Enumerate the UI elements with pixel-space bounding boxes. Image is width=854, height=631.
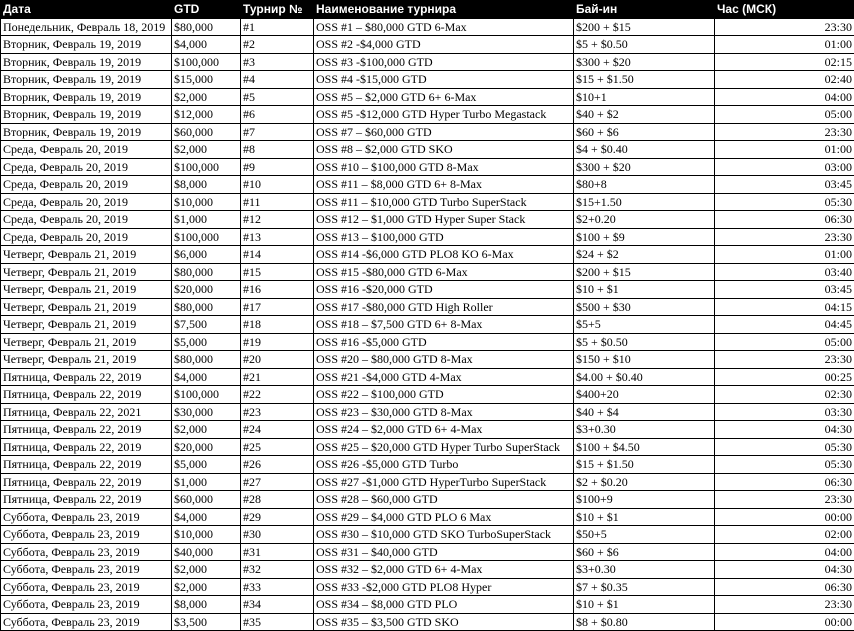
cell-date: Среда, Февраль 20, 2019 [1,176,172,194]
cell-time: 02:00 [715,526,854,544]
header-date: Дата [1,1,172,19]
cell-time: 02:30 [715,386,854,404]
cell-tournament-name: OSS #16 -$20,000 GTD [314,281,574,299]
cell-buyin: $300 + $20 [574,53,715,71]
header-row [1,1,854,19]
cell-gtd: $4,000 [172,36,241,54]
cell-time: 04:15 [715,298,854,316]
cell-date: Понедельник, Февраль 18, 2019 [1,18,172,36]
cell-tournament-name: OSS #10 – $100,000 GTD 8-Max [314,158,574,176]
cell-buyin: $5 + $0.50 [574,36,715,54]
table-row [1,613,854,631]
cell-date: Суббота, Февраль 23, 2019 [1,613,172,631]
cell-tournament-name: OSS #15 -$80,000 GTD 6-Max [314,263,574,281]
cell-gtd: $100,000 [172,158,241,176]
cell-date: Пятница, Февраль 22, 2019 [1,368,172,386]
cell-tournament-name: OSS #2 -$4,000 GTD [314,36,574,54]
cell-buyin: $200 + $15 [574,18,715,36]
cell-gtd: $20,000 [172,438,241,456]
cell-buyin: $3+0.30 [574,421,715,439]
cell-tournament-number: #33 [241,578,314,596]
cell-gtd: $2,000 [172,141,241,159]
table-row [1,53,854,71]
cell-tournament-number: #31 [241,543,314,561]
cell-date: Пятница, Февраль 22, 2019 [1,473,172,491]
cell-gtd: $7,500 [172,316,241,334]
cell-buyin: $60 + $6 [574,123,715,141]
cell-tournament-number: #2 [241,36,314,54]
cell-tournament-name: OSS #18 – $7,500 GTD 6+ 8-Max [314,316,574,334]
cell-tournament-name: OSS #12 – $1,000 GTD Hyper Super Stack [314,211,574,229]
cell-time: 04:30 [715,561,854,579]
cell-tournament-name: OSS #32 – $2,000 GTD 6+ 4-Max [314,561,574,579]
cell-gtd: $80,000 [172,298,241,316]
cell-date: Суббота, Февраль 23, 2019 [1,508,172,526]
cell-time: 04:45 [715,316,854,334]
cell-tournament-number: #12 [241,211,314,229]
cell-gtd: $80,000 [172,351,241,369]
cell-buyin: $150 + $10 [574,351,715,369]
table-row [1,263,854,281]
cell-tournament-name: OSS #14 -$6,000 GTD PLO8 KO 6-Max [314,246,574,264]
cell-time: 05:30 [715,438,854,456]
cell-tournament-number: #8 [241,141,314,159]
header-tournament-name: Наименование турнира [314,1,574,19]
cell-tournament-number: #24 [241,421,314,439]
cell-gtd: $80,000 [172,263,241,281]
cell-tournament-name: OSS #29 – $4,000 GTD PLO 6 Max [314,508,574,526]
cell-buyin: $400+20 [574,386,715,404]
cell-tournament-name: OSS #25 – $20,000 GTD Hyper Turbo SuperStack [314,438,574,456]
cell-date: Четверг, Февраль 21, 2019 [1,246,172,264]
cell-tournament-number: #10 [241,176,314,194]
cell-tournament-number: #26 [241,456,314,474]
cell-time: 03:30 [715,403,854,421]
cell-buyin: $15 + $1.50 [574,456,715,474]
cell-time: 23:30 [715,596,854,614]
cell-date: Пятница, Февраль 22, 2019 [1,491,172,509]
cell-gtd: $1,000 [172,473,241,491]
cell-date: Среда, Февраль 20, 2019 [1,211,172,229]
table-row [1,351,854,369]
cell-tournament-number: #34 [241,596,314,614]
cell-gtd: $8,000 [172,596,241,614]
cell-gtd: $60,000 [172,491,241,509]
cell-buyin: $500 + $30 [574,298,715,316]
cell-buyin: $300 + $20 [574,158,715,176]
cell-date: Четверг, Февраль 21, 2019 [1,333,172,351]
cell-date: Пятница, Февраль 22, 2019 [1,386,172,404]
cell-tournament-number: #5 [241,88,314,106]
cell-tournament-number: #18 [241,316,314,334]
cell-tournament-number: #17 [241,298,314,316]
cell-buyin: $24 + $2 [574,246,715,264]
cell-time: 02:40 [715,71,854,89]
cell-date: Вторник, Февраль 19, 2019 [1,71,172,89]
cell-buyin: $5+5 [574,316,715,334]
cell-time: 04:00 [715,543,854,561]
cell-buyin: $2+0.20 [574,211,715,229]
cell-tournament-name: OSS #30 – $10,000 GTD SKO TurboSuperStack [314,526,574,544]
cell-gtd: $5,000 [172,456,241,474]
cell-gtd: $40,000 [172,543,241,561]
cell-date: Суббота, Февраль 23, 2019 [1,526,172,544]
cell-tournament-number: #13 [241,228,314,246]
cell-tournament-number: #7 [241,123,314,141]
cell-time: 04:00 [715,88,854,106]
cell-time: 00:00 [715,613,854,631]
cell-date: Вторник, Февраль 19, 2019 [1,106,172,124]
cell-tournament-number: #30 [241,526,314,544]
table-row [1,176,854,194]
cell-time: 03:45 [715,281,854,299]
cell-tournament-name: OSS #11 – $8,000 GTD 6+ 8-Max [314,176,574,194]
table-row [1,71,854,89]
cell-tournament-number: #15 [241,263,314,281]
cell-time: 03:00 [715,158,854,176]
cell-gtd: $5,000 [172,333,241,351]
cell-buyin: $10 + $1 [574,508,715,526]
cell-tournament-number: #21 [241,368,314,386]
table-row [1,36,854,54]
cell-time: 06:30 [715,211,854,229]
cell-date: Четверг, Февраль 21, 2019 [1,298,172,316]
table-row [1,246,854,264]
cell-time: 06:30 [715,578,854,596]
cell-tournament-name: OSS #13 – $100,000 GTD [314,228,574,246]
cell-date: Пятница, Февраль 22, 2019 [1,421,172,439]
cell-gtd: $30,000 [172,403,241,421]
table-row [1,228,854,246]
cell-tournament-number: #3 [241,53,314,71]
cell-gtd: $10,000 [172,193,241,211]
cell-tournament-number: #28 [241,491,314,509]
cell-tournament-name: OSS #35 – $3,500 GTD SKO [314,613,574,631]
cell-date: Четверг, Февраль 21, 2019 [1,316,172,334]
cell-buyin: $2 + $0.20 [574,473,715,491]
cell-time: 01:00 [715,141,854,159]
cell-buyin: $10 + $1 [574,281,715,299]
cell-gtd: $6,000 [172,246,241,264]
cell-tournament-name: OSS #8 – $2,000 GTD SKO [314,141,574,159]
cell-tournament-name: OSS #33 -$2,000 GTD PLO8 Hyper [314,578,574,596]
table-row [1,543,854,561]
table-row [1,106,854,124]
cell-tournament-name: OSS #23 – $30,000 GTD 8-Max [314,403,574,421]
cell-buyin: $15+1.50 [574,193,715,211]
cell-buyin: $80+8 [574,176,715,194]
cell-time: 23:30 [715,351,854,369]
cell-time: 04:30 [715,421,854,439]
cell-tournament-number: #29 [241,508,314,526]
cell-tournament-name: OSS #22 – $100,000 GTD [314,386,574,404]
table-row [1,508,854,526]
cell-buyin: $4 + $0.40 [574,141,715,159]
cell-gtd: $15,000 [172,71,241,89]
cell-buyin: $10+1 [574,88,715,106]
table-row [1,123,854,141]
cell-buyin: $8 + $0.80 [574,613,715,631]
cell-tournament-name: OSS #28 – $60,000 GTD [314,491,574,509]
table-row [1,18,854,36]
cell-date: Суббота, Февраль 23, 2019 [1,561,172,579]
table-row [1,211,854,229]
cell-date: Вторник, Февраль 19, 2019 [1,36,172,54]
cell-tournament-name: OSS #17 -$80,000 GTD High Roller [314,298,574,316]
cell-buyin: $100+9 [574,491,715,509]
cell-time: 06:30 [715,473,854,491]
cell-time: 00:00 [715,508,854,526]
cell-tournament-name: OSS #24 – $2,000 GTD 6+ 4-Max [314,421,574,439]
cell-date: Четверг, Февраль 21, 2019 [1,281,172,299]
cell-buyin: $40 + $4 [574,403,715,421]
cell-tournament-number: #27 [241,473,314,491]
cell-gtd: $4,000 [172,508,241,526]
cell-buyin: $3+0.30 [574,561,715,579]
cell-gtd: $10,000 [172,526,241,544]
cell-time: 00:25 [715,368,854,386]
cell-date: Суббота, Февраль 23, 2019 [1,543,172,561]
table-row [1,491,854,509]
cell-gtd: $2,000 [172,561,241,579]
cell-time: 03:45 [715,176,854,194]
table-row [1,88,854,106]
cell-date: Вторник, Февраль 19, 2019 [1,88,172,106]
cell-gtd: $100,000 [172,228,241,246]
header-time: Час (МСК) [715,1,854,19]
table-row [1,298,854,316]
cell-gtd: $1,000 [172,211,241,229]
cell-gtd: $20,000 [172,281,241,299]
cell-time: 01:00 [715,246,854,264]
cell-date: Суббота, Февраль 23, 2019 [1,578,172,596]
table-row [1,333,854,351]
cell-tournament-number: #16 [241,281,314,299]
cell-tournament-name: OSS #3 -$100,000 GTD [314,53,574,71]
cell-tournament-number: #23 [241,403,314,421]
cell-time: 05:00 [715,333,854,351]
cell-tournament-name: OSS #4 -$15,000 GTD [314,71,574,89]
cell-buyin: $100 + $9 [574,228,715,246]
cell-tournament-number: #19 [241,333,314,351]
cell-date: Пятница, Февраль 22, 2019 [1,456,172,474]
cell-buyin: $4.00 + $0.40 [574,368,715,386]
cell-tournament-name: OSS #21 -$4,000 GTD 4-Max [314,368,574,386]
cell-gtd: $12,000 [172,106,241,124]
cell-tournament-number: #9 [241,158,314,176]
cell-date: Четверг, Февраль 21, 2019 [1,351,172,369]
cell-date: Среда, Февраль 20, 2019 [1,228,172,246]
cell-buyin: $200 + $15 [574,263,715,281]
cell-date: Среда, Февраль 20, 2019 [1,141,172,159]
cell-date: Пятница, Февраль 22, 2019 [1,438,172,456]
table-row [1,281,854,299]
cell-tournament-number: #32 [241,561,314,579]
header-tournament-number: Турнир № [241,1,314,19]
cell-time: 23:30 [715,18,854,36]
cell-buyin: $60 + $6 [574,543,715,561]
table-row [1,158,854,176]
cell-time: 03:40 [715,263,854,281]
header-gtd: GTD [172,1,241,19]
cell-time: 23:30 [715,123,854,141]
cell-gtd: $3,500 [172,613,241,631]
cell-time: 05:00 [715,106,854,124]
cell-date: Четверг, Февраль 21, 2019 [1,263,172,281]
cell-tournament-name: OSS #5 – $2,000 GTD 6+ 6-Max [314,88,574,106]
cell-gtd: $100,000 [172,53,241,71]
cell-date: Вторник, Февраль 19, 2019 [1,123,172,141]
cell-tournament-name: OSS #34 – $8,000 GTD PLO [314,596,574,614]
cell-tournament-number: #11 [241,193,314,211]
cell-tournament-name: OSS #5 -$12,000 GTD Hyper Turbo Megastack [314,106,574,124]
table-row [1,473,854,491]
cell-gtd: $4,000 [172,368,241,386]
cell-gtd: $100,000 [172,386,241,404]
cell-time: 01:00 [715,36,854,54]
cell-date: Суббота, Февраль 23, 2019 [1,596,172,614]
cell-tournament-name: OSS #16 -$5,000 GTD [314,333,574,351]
table-row [1,596,854,614]
cell-date: Пятница, Февраль 22, 2021 [1,403,172,421]
cell-date: Среда, Февраль 20, 2019 [1,158,172,176]
table-row [1,438,854,456]
table-row [1,421,854,439]
table-row [1,386,854,404]
cell-tournament-number: #35 [241,613,314,631]
cell-tournament-number: #4 [241,71,314,89]
cell-gtd: $2,000 [172,421,241,439]
table-row [1,403,854,421]
cell-tournament-name: OSS #26 -$5,000 GTD Turbo [314,456,574,474]
table-body [1,18,854,631]
cell-tournament-number: #14 [241,246,314,264]
cell-tournament-name: OSS #31 – $40,000 GTD [314,543,574,561]
table-row [1,526,854,544]
cell-time: 23:30 [715,491,854,509]
cell-time: 23:30 [715,228,854,246]
cell-tournament-name: OSS #20 – $80,000 GTD 8-Max [314,351,574,369]
cell-time: 05:30 [715,193,854,211]
cell-time: 02:15 [715,53,854,71]
cell-tournament-number: #25 [241,438,314,456]
cell-gtd: $8,000 [172,176,241,194]
table-row [1,316,854,334]
cell-tournament-number: #22 [241,386,314,404]
cell-tournament-name: OSS #11 – $10,000 GTD Turbo SuperStack [314,193,574,211]
cell-gtd: $2,000 [172,88,241,106]
cell-buyin: $15 + $1.50 [574,71,715,89]
cell-buyin: $7 + $0.35 [574,578,715,596]
cell-buyin: $40 + $2 [574,106,715,124]
cell-buyin: $50+5 [574,526,715,544]
table-row [1,456,854,474]
cell-gtd: $60,000 [172,123,241,141]
header-buyin: Бай-ин [574,1,715,19]
cell-buyin: $100 + $4.50 [574,438,715,456]
table-row [1,141,854,159]
table-row [1,561,854,579]
cell-tournament-number: #6 [241,106,314,124]
cell-buyin: $5 + $0.50 [574,333,715,351]
cell-tournament-number: #1 [241,18,314,36]
table-row [1,578,854,596]
cell-tournament-name: OSS #1 – $80,000 GTD 6-Max [314,18,574,36]
table-row [1,368,854,386]
cell-gtd: $80,000 [172,18,241,36]
cell-tournament-name: OSS #7 – $60,000 GTD [314,123,574,141]
cell-gtd: $2,000 [172,578,241,596]
cell-time: 05:30 [715,456,854,474]
cell-date: Среда, Февраль 20, 2019 [1,193,172,211]
cell-tournament-name: OSS #27 -$1,000 GTD HyperTurbo SuperStack [314,473,574,491]
cell-buyin: $10 + $1 [574,596,715,614]
cell-tournament-number: #20 [241,351,314,369]
cell-date: Вторник, Февраль 19, 2019 [1,53,172,71]
table-row [1,193,854,211]
